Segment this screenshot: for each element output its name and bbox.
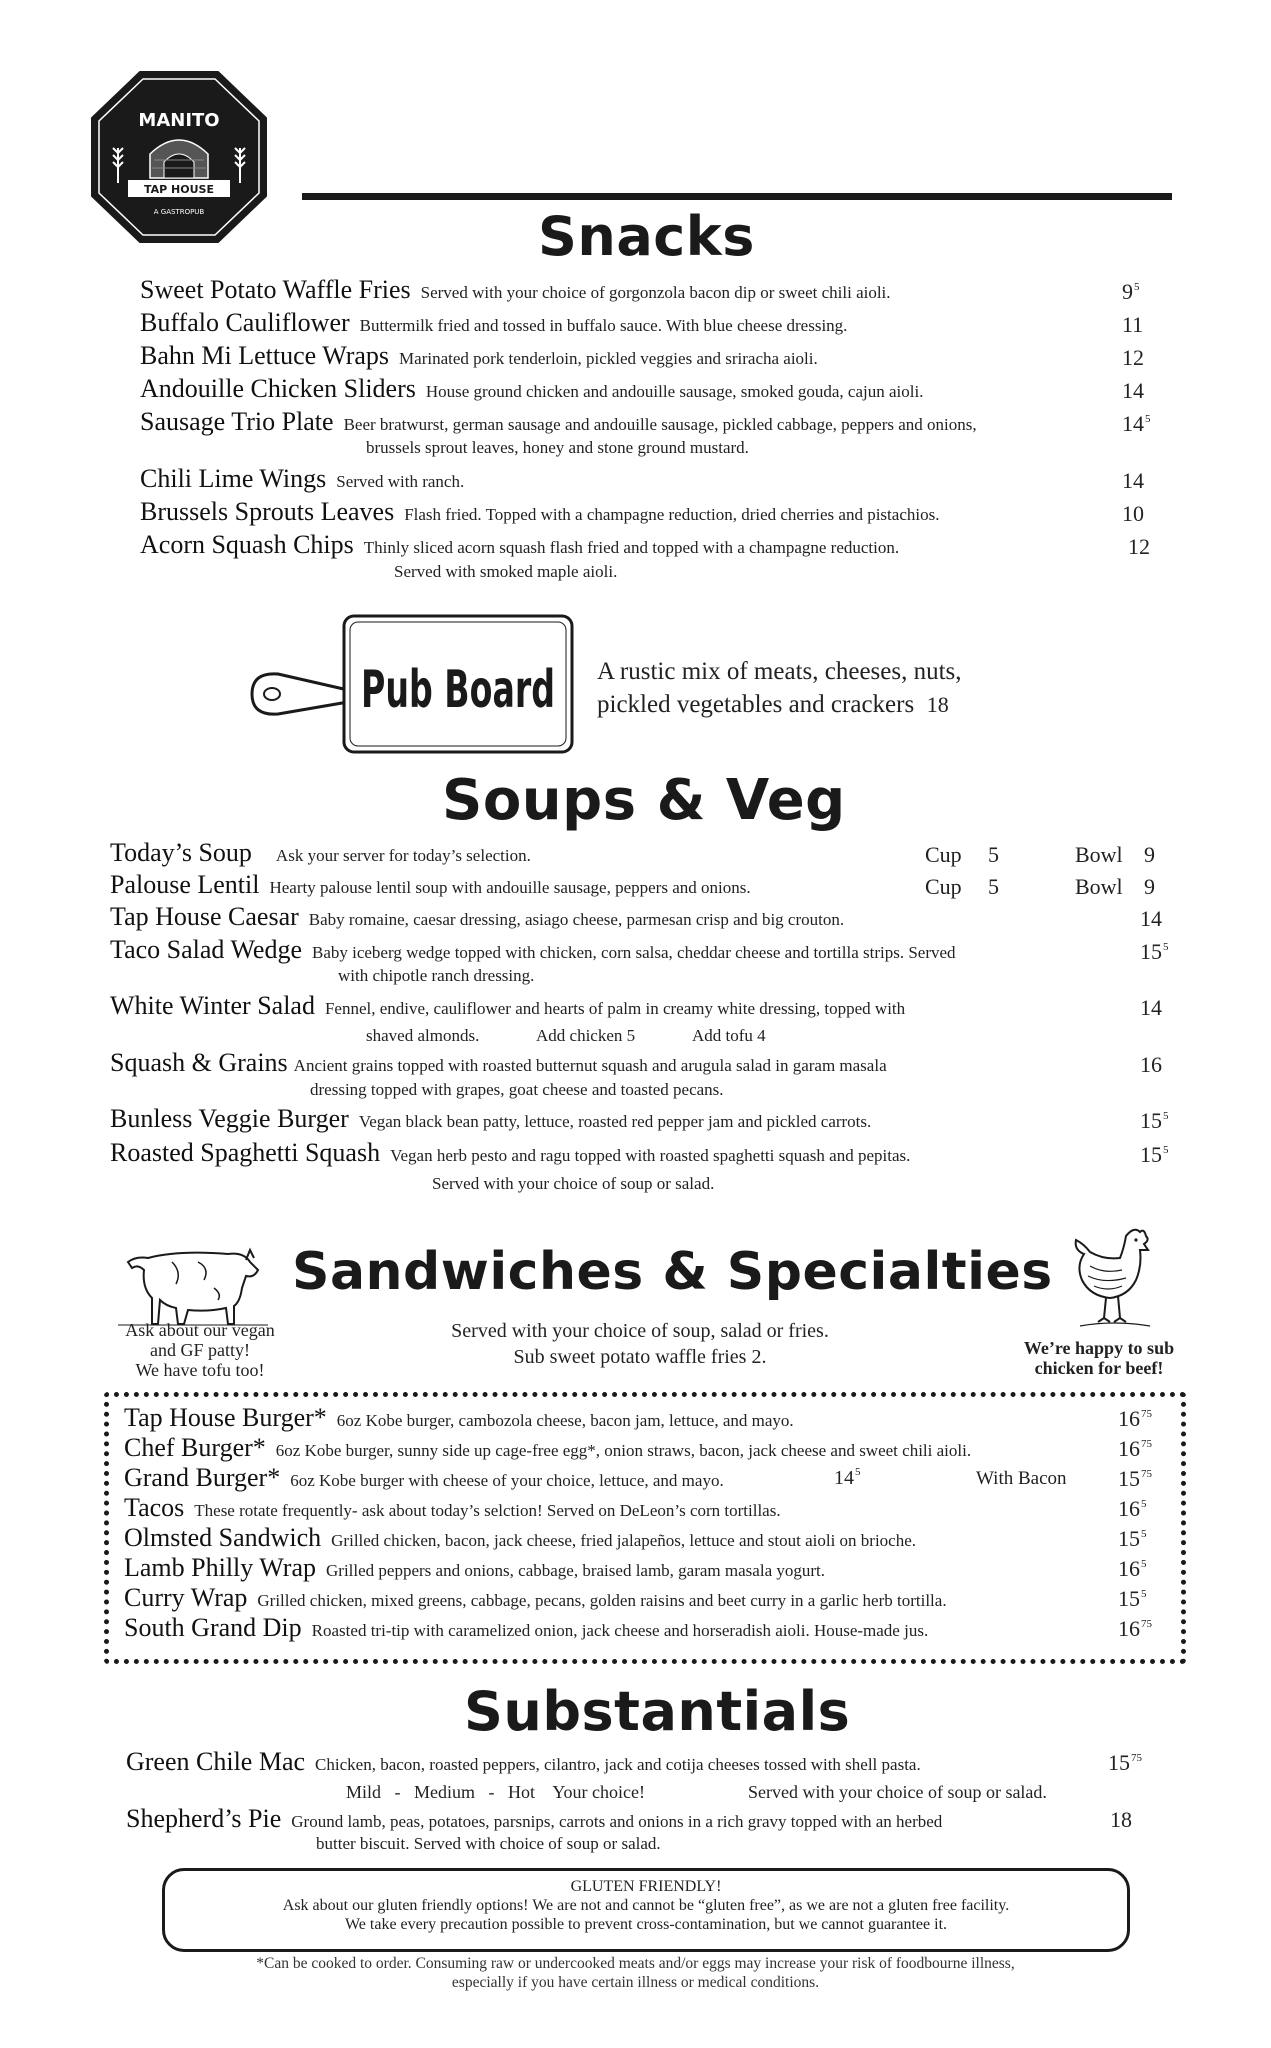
menu-item: Tap House Burger* 6oz Kobe burger, cambozola cheese, bacon jam, lettuce, and mayo. — [124, 1403, 794, 1432]
bowl-price: 9 — [1144, 842, 1155, 867]
sandwiches-heading: Sandwiches & Specialties — [292, 1242, 1053, 1302]
snacks-heading: Snacks — [538, 205, 755, 268]
item-price: 12 — [1122, 345, 1144, 370]
cup-price: 5 — [988, 874, 999, 899]
menu-item: Chef Burger* 6oz Kobe burger, sunny side up cage-free egg*, onion straws, bacon, jack cheese and sweet chili aioli. — [124, 1433, 972, 1462]
top-rule — [302, 193, 1172, 200]
item-price: 14 — [1122, 378, 1144, 403]
item-price: $16^5$ — [1118, 1496, 1147, 1521]
item-price: $16^{75}$ — [1118, 1436, 1152, 1461]
cup-price: 5 — [988, 842, 999, 867]
logo-name: MANITO — [138, 110, 220, 131]
cup-label: Cup — [925, 842, 962, 867]
sandwiches-sub: Sub sweet potato waffle fries 2. — [513, 1346, 767, 1368]
menu-item: Palouse Lentil Hearty palouse lentil soup with andouille sausage, peppers and onions. — [110, 870, 751, 899]
item-price-plain: $14^5$ — [834, 1466, 861, 1489]
pub-board-price: 18 — [926, 692, 949, 717]
pub-board-desc: A rustic mix of meats, cheeses, nuts, — [597, 658, 962, 685]
item-description-cont: shaved almonds. — [366, 1026, 480, 1045]
item-price: $15^5$ — [1140, 1108, 1169, 1133]
logo-tagline: A GASTROPUB — [153, 208, 205, 216]
menu-item: Taco Salad Wedge Baby iceberg wedge topped with chicken, corn salsa, cheddar cheese and tortilla strips. Served — [110, 935, 956, 964]
item-price: $15^{75}$ — [1108, 1750, 1142, 1775]
menu-item: Olmsted Sandwich Grilled chicken, bacon, jack cheese, fried jalapeños, lettuce and stout aioli on brioche. — [124, 1523, 917, 1552]
menu-item: Chili Lime Wings Served with ranch. — [140, 464, 465, 493]
item-price: 14 — [1140, 995, 1162, 1020]
item-price: 14 — [1122, 468, 1144, 493]
menu-item: Buffalo Cauliflower Buttermilk fried and tossed in buffalo sauce. With blue cheese dressing. — [140, 308, 848, 337]
cow-illustration — [118, 1228, 268, 1328]
gluten-line: We take every precaution possible to prevent cross-contamination, but we cannot guarantee it. — [344, 1916, 948, 1933]
chicken-illustration — [1070, 1222, 1156, 1332]
item-price: $15^{75}$ — [1118, 1466, 1152, 1491]
item-price: 10 — [1122, 501, 1144, 526]
item-description-cont: butter biscuit. Served with choice of soup or salad. — [316, 1834, 661, 1853]
item-price: $16^5$ — [1118, 1556, 1147, 1581]
item-price: $16^{75}$ — [1118, 1406, 1152, 1431]
menu-item: Sweet Potato Waffle Fries Served with your choice of gorgonzola bacon dip or sweet chili aioli. — [140, 275, 891, 304]
menu-item: South Grand Dip Roasted tri-tip with caramelized onion, jack cheese and horseradish aioli. House-made jus. — [124, 1613, 929, 1642]
item-price: 18 — [1110, 1807, 1132, 1832]
substantials-heading: Substantials — [464, 1680, 851, 1743]
served-note: Served with your choice of soup or salad. — [748, 1782, 1047, 1802]
item-price: $14^5$ — [1122, 411, 1151, 436]
bowl-label: Bowl — [1075, 874, 1123, 899]
item-price: $15^5$ — [1118, 1526, 1147, 1551]
menu-item: Sausage Trio Plate Beer bratwurst, german sausage and andouille sausage, pickled cabbage, peppers and onions, — [140, 407, 977, 436]
with-bacon-label: With Bacon — [976, 1468, 1067, 1489]
gluten-friendly-notice — [162, 1868, 1130, 1952]
item-price: 16 — [1140, 1052, 1162, 1077]
sandwiches-sub: Served with your choice of soup, salad or fries. — [451, 1320, 829, 1342]
menu-item: Squash & Grains Ancient grains topped with roasted butternut squash and arugula salad in garam masala — [110, 1048, 887, 1077]
add-on: Add chicken 5 — [536, 1026, 636, 1045]
soups-footer: Served with your choice of soup or salad. — [432, 1174, 715, 1193]
pub-board-desc: pickled vegetables and crackers 18 — [597, 691, 949, 718]
cutting-board-illustration — [248, 612, 578, 758]
menu-item: Curry Wrap Grilled chicken, mixed greens, cabbage, pecans, golden raisins and beet curry in a garlic herb tortilla. — [124, 1583, 947, 1612]
chicken-sub-note: We’re happy to sub chicken for beef! — [1023, 1338, 1175, 1378]
menu-item: Bahn Mi Lettuce Wraps Marinated pork tenderloin, pickled veggies and sriracha aioli. — [140, 341, 818, 370]
item-price: 12 — [1128, 534, 1150, 559]
footnote: *Can be cooked to order. Consuming raw or undercooked meats and/or eggs may increase your risk of foodbourne illness, — [256, 1955, 1015, 1972]
bowl-price: 9 — [1144, 874, 1155, 899]
item-price: $15^5$ — [1140, 939, 1169, 964]
item-price: 11 — [1122, 312, 1144, 337]
menu-item: Brussels Sprouts Leaves Flash fried. Topped with a champagne reduction, dried cherries and pistachios. — [140, 497, 940, 526]
cup-label: Cup — [925, 874, 962, 899]
menu-item: Green Chile Mac Chicken, bacon, roasted peppers, cilantro, jack and cotija cheeses tossed with shell pasta. — [126, 1747, 921, 1776]
item-description-cont: Served with smoked maple aioli. — [394, 562, 618, 581]
soups-heading: Soups & Veg — [442, 768, 846, 833]
gluten-title: GLUTEN FRIENDLY! — [570, 1878, 722, 1895]
menu-item: Bunless Veggie Burger Vegan black bean patty, lettuce, roasted red pepper jam and pickled carrots. — [110, 1104, 872, 1133]
heat-options: Mild - Medium - Hot Your choice! — [346, 1782, 645, 1802]
item-description-cont: with chipotle ranch dressing. — [338, 966, 535, 985]
manito-logo — [88, 68, 270, 246]
item-description-cont: dressing topped with grapes, goat cheese and toasted pecans. — [310, 1080, 724, 1099]
item-price: $16^{75}$ — [1118, 1616, 1152, 1641]
vegan-note: Ask about our vegan and GF patty! We have tofu too! — [125, 1320, 275, 1380]
menu-item: Lamb Philly Wrap Grilled peppers and onions, cabbage, braised lamb, garam masala yogurt. — [124, 1553, 825, 1582]
logo-sub: TAP HOUSE — [144, 183, 214, 196]
menu-item: Shepherd’s Pie Ground lamb, peas, potatoes, parsnips, carrots and onions in a rich gravy topped with an herbed — [126, 1804, 943, 1833]
menu-item: Tacos These rotate frequently- ask about today’s selction! Served on DeLeon’s corn tortillas. — [124, 1493, 781, 1522]
item-price: 14 — [1140, 906, 1162, 931]
bowl-label: Bowl — [1075, 842, 1123, 867]
item-price: $15^5$ — [1118, 1586, 1147, 1611]
menu-item: Tap House Caesar Baby romaine, caesar dressing, asiago cheese, parmesan crisp and big crouton. — [110, 902, 845, 931]
item-price: $9^5$ — [1122, 279, 1140, 304]
item-price: $15^5$ — [1140, 1142, 1169, 1167]
menu-item: Andouille Chicken Sliders House ground chicken and andouille sausage, smoked gouda, cajun aioli. — [140, 374, 924, 403]
footnote: especially if you have certain illness or medical conditions. — [451, 1974, 820, 1991]
pub-board-title: Pub Board — [361, 660, 555, 720]
menu-item: White Winter Salad Fennel, endive, cauliflower and hearts of palm in creamy white dressing, topped with — [110, 991, 906, 1020]
menu-item: Roasted Spaghetti Squash Vegan herb pesto and ragu topped with roasted spaghetti squash and pepitas. — [110, 1138, 911, 1167]
item-description-cont: brussels sprout leaves, honey and stone ground mustard. — [366, 438, 749, 457]
add-on: Add tofu 4 — [692, 1026, 766, 1045]
gluten-line: Ask about our gluten friendly options! We are not and cannot be “gluten free”, as we are not a gluten free facility. — [282, 1897, 1010, 1914]
menu-item: Grand Burger* 6oz Kobe burger with cheese of your choice, lettuce, and mayo. — [124, 1463, 724, 1492]
menu-item: Acorn Squash Chips Thinly sliced acorn squash flash fried and topped with a champagne reduction. — [140, 530, 900, 559]
menu-item: Today’s Soup Ask your server for today’s selection. — [110, 838, 531, 867]
